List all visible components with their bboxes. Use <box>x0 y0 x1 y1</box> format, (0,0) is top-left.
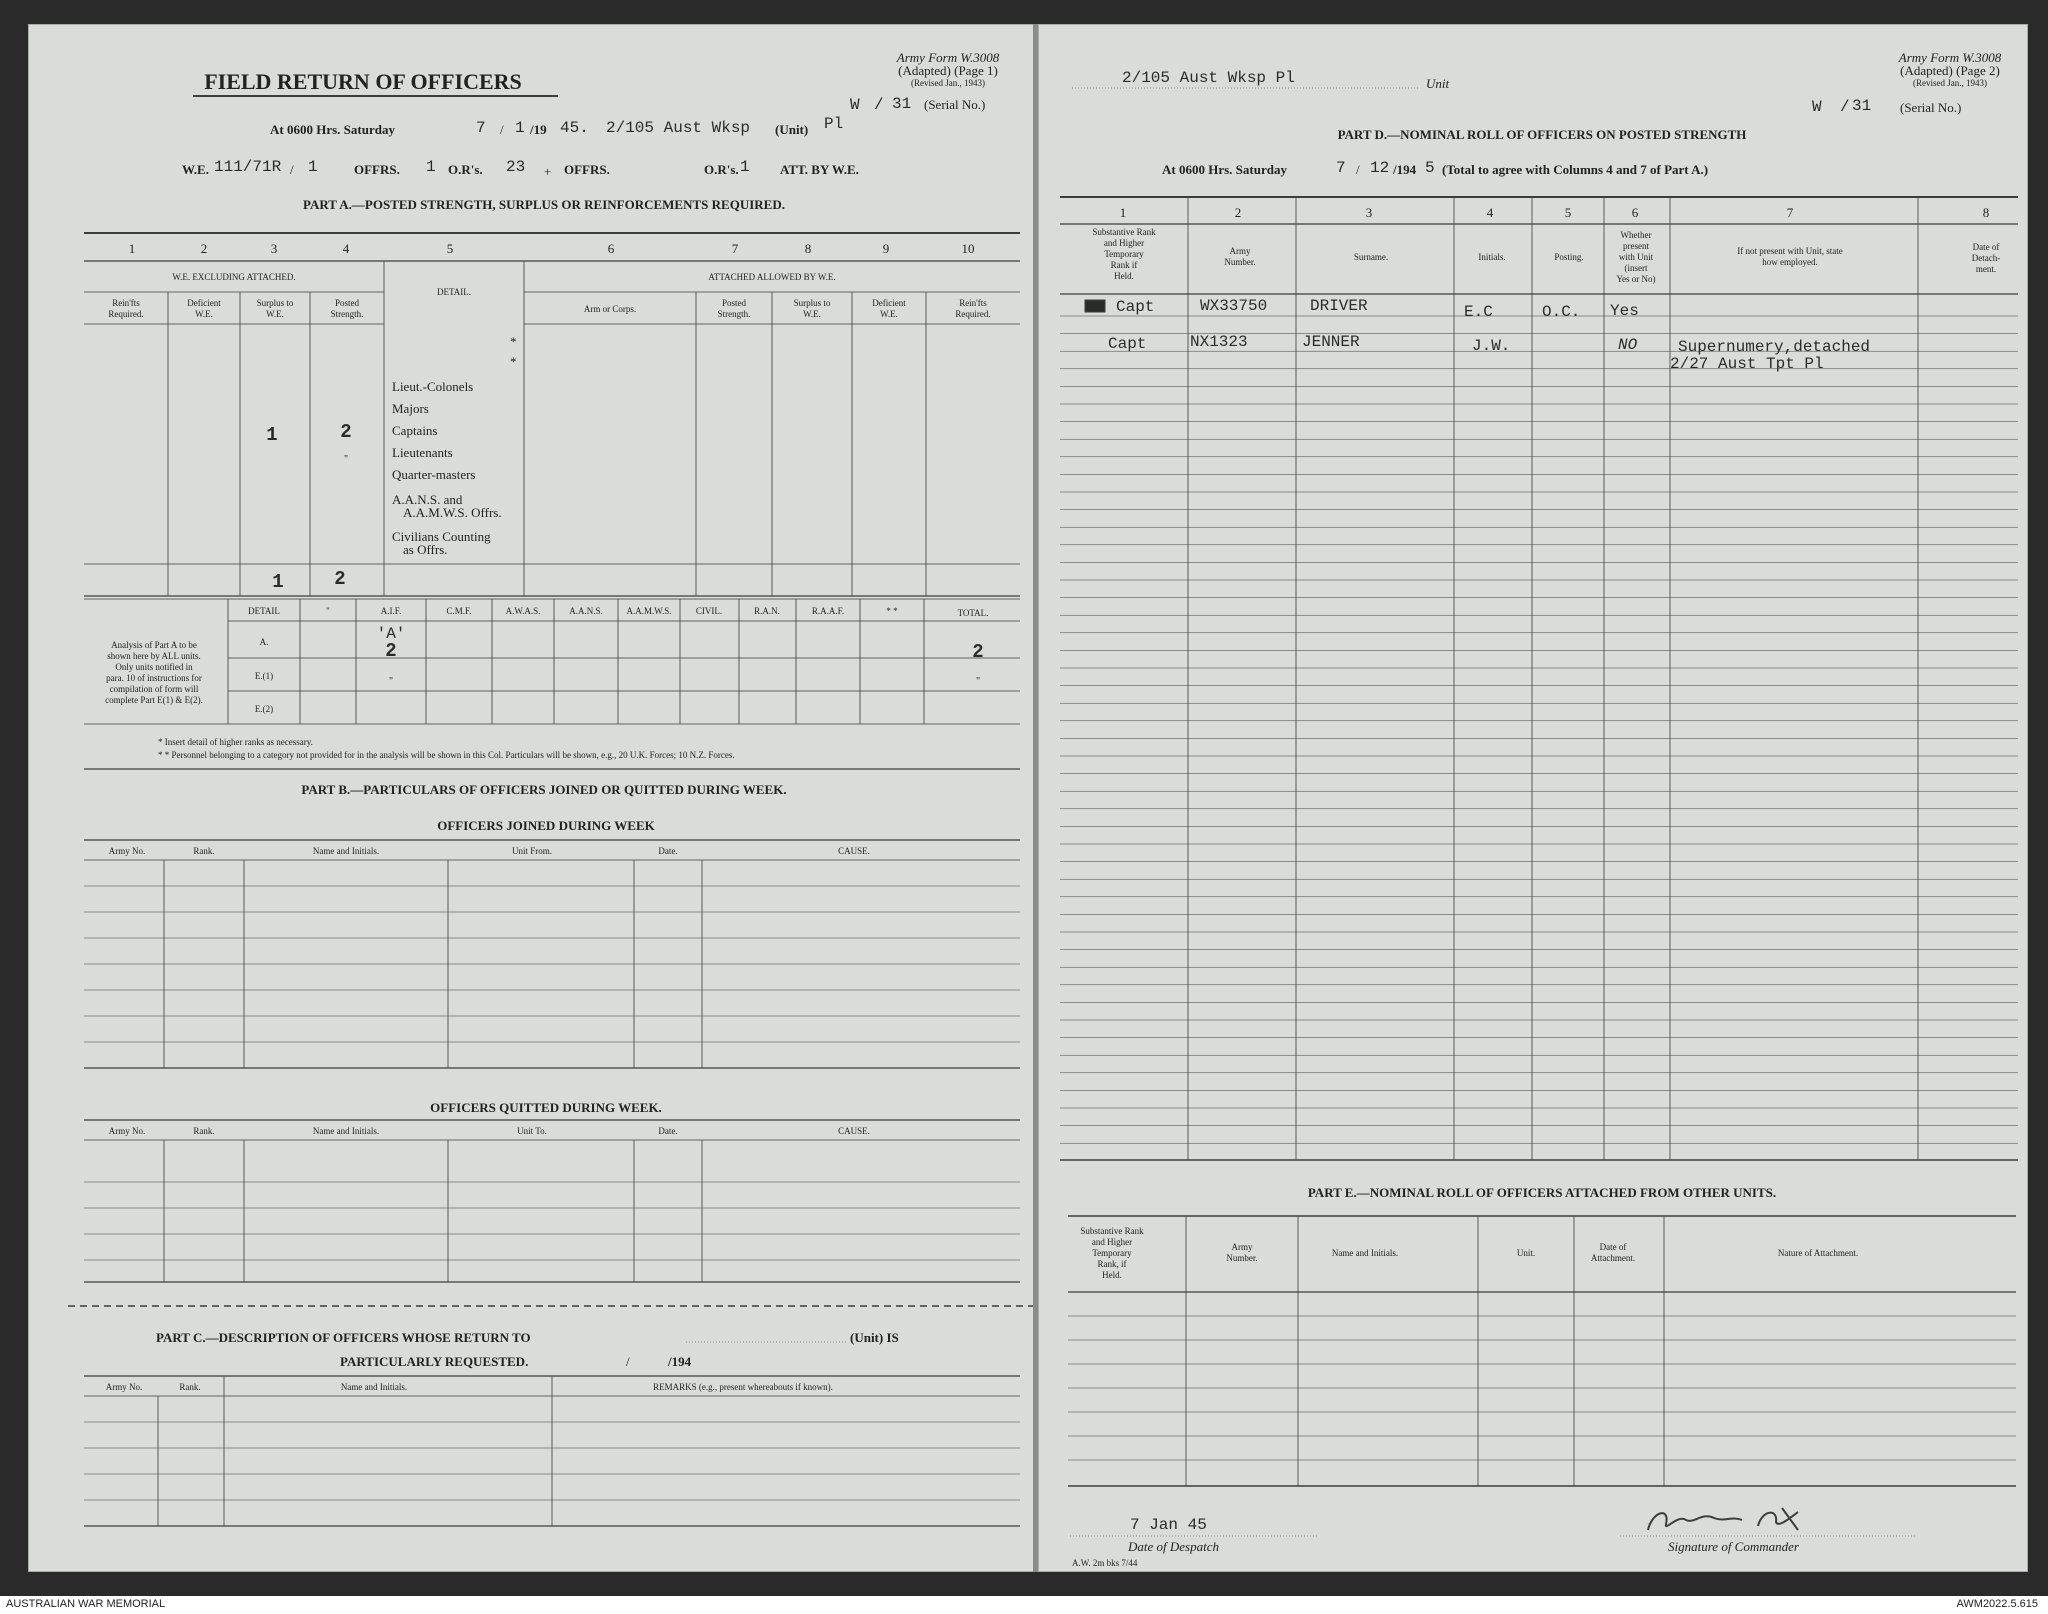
we-excluding-attached: W.E. EXCLUDING ATTACHED. <box>172 272 296 282</box>
svg-text:with Unit: with Unit <box>1618 252 1654 262</box>
at-line-unit-suffix: Pl <box>824 115 844 133</box>
svg-text:para. 10 of instructions for: para. 10 of instructions for <box>106 673 202 683</box>
svg-text:A.A.M.W.S. Offrs.: A.A.M.W.S. Offrs. <box>403 505 502 520</box>
svg-text:9: 9 <box>882 241 890 256</box>
svg-text:Posted: Posted <box>334 298 360 308</box>
svg-text:Date.: Date. <box>658 846 678 856</box>
svg-text:Rein'fts: Rein'fts <box>959 298 987 308</box>
unit-label: Unit <box>1426 76 1450 91</box>
svg-text:Only units notified in: Only units notified in <box>115 662 193 672</box>
svg-text:Name and Initials.: Name and Initials. <box>1331 1248 1399 1258</box>
svg-text:and Higher: and Higher <box>1103 238 1145 248</box>
svg-text:Date of: Date of <box>1599 1242 1627 1252</box>
part-e-title: PART E.—NOMINAL ROLL OF OFFICERS ATTACHED FROM OTHER UNITS. <box>1307 1185 1777 1200</box>
adapted-label: (Adapted) (Page 2) <box>1900 63 2000 78</box>
serial-label: (Serial No.) <box>1900 100 1962 115</box>
svg-text:Majors: Majors <box>392 401 429 416</box>
svg-text:shown here by ALL units.: shown here by ALL units. <box>107 651 201 661</box>
row1-number: WX33750 <box>1200 297 1268 315</box>
svg-text:4: 4 <box>342 241 350 256</box>
at-line-day: 7 <box>476 119 486 137</box>
despatch-label: Date of Despatch <box>1128 1539 1219 1554</box>
svg-text:Name and Initials.: Name and Initials. <box>312 846 380 856</box>
total-surplus: 1 <box>272 571 284 593</box>
svg-text:Unit.: Unit. <box>1516 1248 1536 1258</box>
svg-text:1: 1 <box>128 241 136 256</box>
commander-signature <box>1646 1508 1798 1530</box>
svg-text:Surname.: Surname. <box>1353 252 1389 262</box>
svg-text:Rank.: Rank. <box>179 1382 201 1392</box>
svg-text:Required.: Required. <box>955 309 991 319</box>
detail-header: DETAIL. <box>436 287 472 297</box>
att-by-we: ATT. BY W.E. <box>780 162 859 177</box>
row2-employed-line2: 2/27 Aust Tpt Pl <box>1670 355 1824 373</box>
svg-text:6: 6 <box>1631 205 1639 220</box>
at-line-month: 1 <box>515 119 525 137</box>
total-posted: 2 <box>334 568 346 590</box>
total-e1-ditto: " <box>975 676 981 687</box>
footnote-1: * Insert detail of higher ranks as necessary. <box>158 737 313 747</box>
svg-text:Name and Initials.: Name and Initials. <box>340 1382 408 1392</box>
at-line-prefix: At 0600 Hrs. Saturday <box>270 122 395 137</box>
row2-present: NO <box>1618 336 1638 354</box>
part-d-month: 12 <box>1370 159 1390 177</box>
svg-text:CAUSE.: CAUSE. <box>838 1126 870 1136</box>
part-d-headers <box>1092 227 2000 284</box>
svg-text:A.A.N.S.: A.A.N.S. <box>569 606 603 616</box>
svg-text:3: 3 <box>1365 205 1373 220</box>
svg-text:If not present with Unit, stat: If not present with Unit, state <box>1737 246 1843 256</box>
row1-initials: E.C <box>1464 303 1493 321</box>
joined-headers <box>109 846 870 856</box>
svg-text:Posting.: Posting. <box>1554 252 1584 262</box>
star-mark: * <box>510 334 517 349</box>
svg-text:Rein'fts: Rein'fts <box>112 298 140 308</box>
part-d-row-1 <box>1085 297 1639 321</box>
svg-text:complete Part E(1) & E(2).: complete Part E(1) & E(2). <box>105 695 203 705</box>
svg-text:REMARKS (e.g., present whereab: REMARKS (e.g., present whereabouts if known). <box>653 1382 833 1392</box>
svg-text:Name and Initials.: Name and Initials. <box>312 1126 380 1136</box>
svg-text:Civilians Counting: Civilians Counting <box>392 529 491 544</box>
ors2-label: O.R's. <box>704 162 739 177</box>
offrs2-label: OFFRS. <box>564 162 610 177</box>
signature-label: Signature of Commander <box>1668 1539 1799 1554</box>
part-a-col-numbers <box>129 241 975 256</box>
row1-present: Yes <box>1610 302 1639 320</box>
captains-posted: 2 <box>340 421 352 443</box>
left-page-form <box>28 24 1034 1572</box>
at-line-unit-label: (Unit) <box>775 122 809 137</box>
svg-text:Captains: Captains <box>392 423 438 438</box>
svg-text:5: 5 <box>446 241 454 256</box>
right-page-form <box>1038 24 2028 1572</box>
svg-text:5: 5 <box>1564 205 1572 220</box>
svg-text:Number.: Number. <box>1226 1253 1258 1263</box>
form-title: FIELD RETURN OF OFFICERS <box>204 69 522 94</box>
army-form-label: Army Form W.3008 <box>896 50 1000 65</box>
part-d-row-2 <box>1108 333 1870 373</box>
svg-text:Yes or No): Yes or No) <box>1616 274 1656 284</box>
part-c-title: PART C.—DESCRIPTION OF OFFICERS WHOSE RETURN TO <box>156 1330 531 1345</box>
aif-e1-ditto: " <box>388 676 394 687</box>
revised-label: (Revised Jan., 1943) <box>911 78 985 88</box>
svg-text:W.E.: W.E. <box>266 309 284 319</box>
svg-text:Required.: Required. <box>108 309 144 319</box>
svg-text:Strength.: Strength. <box>330 309 364 319</box>
svg-text:1: 1 <box>1119 205 1127 220</box>
serial-label: (Serial No.) <box>924 97 986 112</box>
svg-text:Deficient: Deficient <box>872 298 906 308</box>
svg-text:": " <box>326 606 330 616</box>
part-c-unit-label: (Unit) IS <box>850 1330 899 1345</box>
part-e-headers <box>1080 1226 1858 1280</box>
part-d-col-numbers <box>1120 205 1990 220</box>
svg-text:A.W.A.S.: A.W.A.S. <box>505 606 541 616</box>
signature-text: G Atmer Capt <box>1646 1524 1652 1525</box>
svg-text:TOTAL.: TOTAL. <box>957 608 989 618</box>
svg-text:Whether: Whether <box>1620 230 1652 240</box>
part-d-year-prefix: /194 <box>1393 162 1417 177</box>
svg-text:Strength.: Strength. <box>717 309 751 319</box>
svg-text:W.E.: W.E. <box>195 309 213 319</box>
part-d-at-prefix: At 0600 Hrs. Saturday <box>1162 162 1287 177</box>
svg-text:Quarter-masters: Quarter-masters <box>392 467 476 482</box>
serial-number: 31 <box>1852 97 1872 115</box>
army-form-label: Army Form W.3008 <box>1898 50 2002 65</box>
aif-a-value: 2 <box>385 640 397 662</box>
svg-text:Rank.: Rank. <box>193 1126 215 1136</box>
we-label: W.E. <box>182 162 209 177</box>
svg-text:Arm or Corps.: Arm or Corps. <box>583 304 637 314</box>
svg-text:Deficient: Deficient <box>187 298 221 308</box>
svg-text:CIVIL.: CIVIL. <box>695 606 723 616</box>
row2-rank: Capt <box>1108 335 1147 353</box>
svg-text:Held.: Held. <box>1114 271 1134 281</box>
quitted-grid <box>84 1140 1020 1282</box>
captains-surplus: 1 <box>266 424 278 446</box>
part-e-grid <box>1068 1216 2016 1486</box>
svg-text:as Offrs.: as Offrs. <box>403 542 448 557</box>
svg-text:Number.: Number. <box>1224 257 1256 267</box>
svg-text:Army No.: Army No. <box>108 846 146 856</box>
svg-text:A.A.N.S. and: A.A.N.S. and <box>392 492 463 507</box>
part-a-title: PART A.—POSTED STRENGTH, SURPLUS OR REINFORCEMENTS REQUIRED. <box>303 197 785 212</box>
part-d-title: PART D.—NOMINAL ROLL OF OFFICERS ON POSTED STRENGTH <box>1337 127 1747 142</box>
row2-surname: JENNER <box>1302 333 1360 351</box>
despatch-date: 7 Jan 45 <box>1130 1516 1207 1534</box>
svg-text:7: 7 <box>1786 205 1794 220</box>
part-c-requested: PARTICULARLY REQUESTED. <box>340 1354 529 1369</box>
part-c-date-year: /194 <box>668 1354 692 1369</box>
svg-text:Analysis of Part A to be: Analysis of Part A to be <box>111 640 197 650</box>
row1-posting: O.C. <box>1542 303 1581 321</box>
part-c-headers <box>106 1382 833 1392</box>
serial-number: 31 <box>892 95 912 113</box>
svg-text:2: 2 <box>1234 205 1242 220</box>
lieutenants-ditto: " <box>343 454 349 465</box>
svg-text:Rank if: Rank if <box>1110 260 1138 270</box>
joined-grid <box>84 860 1020 1068</box>
svg-text:W.E.: W.E. <box>803 309 821 319</box>
svg-text:Army: Army <box>1231 1242 1253 1252</box>
row2-initials: J.W. <box>1472 337 1511 355</box>
ors-label: O.R's. <box>448 162 483 177</box>
svg-text:C.M.F.: C.M.F. <box>446 606 472 616</box>
svg-text:Rank.: Rank. <box>193 846 215 856</box>
svg-text:R.A.A.F.: R.A.A.F. <box>811 606 845 616</box>
quitted-title: OFFICERS QUITTED DURING WEEK. <box>430 1100 662 1115</box>
serial-separator: / <box>874 96 884 114</box>
rank-list <box>392 379 502 557</box>
svg-text:4: 4 <box>1486 205 1494 220</box>
part-a-subheaders <box>108 298 990 319</box>
svg-text:Surplus to: Surplus to <box>256 298 294 308</box>
we-number: 1 <box>308 158 318 176</box>
svg-text:A.A.M.W.S.: A.A.M.W.S. <box>626 606 672 616</box>
svg-text:compilation of form will: compilation of form will <box>109 684 199 694</box>
serial-separator: / <box>1840 98 1850 116</box>
serial-prefix: W <box>1812 98 1822 116</box>
svg-text:Temporary: Temporary <box>1092 1248 1132 1258</box>
svg-text:/: / <box>1356 162 1360 177</box>
row1-rank: Capt <box>1116 298 1155 316</box>
svg-text:Initials.: Initials. <box>1478 252 1506 262</box>
svg-text:Attachment.: Attachment. <box>1590 1253 1636 1263</box>
svg-text:Unit To.: Unit To. <box>517 1126 547 1136</box>
revised-label: (Revised Jan., 1943) <box>1913 78 1987 88</box>
svg-text:Detach-: Detach- <box>1971 253 2001 263</box>
part-d-ruled-lines <box>1060 316 2018 1160</box>
svg-text:Surplus to: Surplus to <box>793 298 831 308</box>
svg-text:6: 6 <box>607 241 615 256</box>
unit-value: 2/105 Aust Wksp Pl <box>1122 69 1295 87</box>
attached-allowed: ATTACHED ALLOWED BY W.E. <box>708 272 836 282</box>
row1-surname: DRIVER <box>1310 297 1368 315</box>
svg-text:DETAIL: DETAIL <box>248 606 280 616</box>
part-d-at-suffix: (Total to agree with Columns 4 and 7 of Part A.) <box>1442 162 1709 177</box>
svg-text:8: 8 <box>1982 205 1990 220</box>
part-b-title: PART B.—PARTICULARS OF OFFICERS JOINED OR QUITTED DURING WEEK. <box>301 782 787 797</box>
svg-text:and Higher: and Higher <box>1091 1237 1133 1247</box>
at-line-year: 45. <box>560 119 589 137</box>
joined-title: OFFICERS JOINED DURING WEEK <box>437 818 655 833</box>
svg-text:Army: Army <box>1229 246 1251 256</box>
row2-number: NX1323 <box>1190 333 1248 351</box>
svg-text:Army No.: Army No. <box>105 1382 143 1392</box>
svg-text:Rank, if: Rank, if <box>1097 1259 1127 1269</box>
svg-text:Substantive Rank: Substantive Rank <box>1080 1226 1144 1236</box>
plus-sign: + <box>544 164 552 179</box>
ors2-value: 1 <box>740 158 750 176</box>
total-a-value: 2 <box>972 641 984 663</box>
row2-employed: Supernumery,detached <box>1678 338 1871 356</box>
analysis-row-a: A. <box>259 637 269 647</box>
quitted-headers <box>109 1126 870 1136</box>
svg-text:8: 8 <box>804 241 812 256</box>
svg-text:Substantive Rank: Substantive Rank <box>1092 227 1156 237</box>
svg-text:present: present <box>1623 241 1649 251</box>
svg-text:how employed.: how employed. <box>1762 257 1818 267</box>
footnote-2: * * Personnel belonging to a category not provided for in the analysis will be shown in this Col. Particulars will be shown, e.g., 20 U.K. Forces; 10 N.Z. Forces. <box>158 750 735 760</box>
right-page <box>1038 24 2028 1572</box>
offrs-value: 1 <box>426 158 436 176</box>
serial-prefix: W <box>850 96 860 114</box>
svg-text:Unit From.: Unit From. <box>511 846 553 856</box>
svg-text:R.A.N.: R.A.N. <box>754 606 780 616</box>
star-mark: * <box>510 354 517 369</box>
part-d-year: 5 <box>1425 159 1435 177</box>
offrs-label: OFFRS. <box>354 162 400 177</box>
svg-text:Posted: Posted <box>721 298 747 308</box>
svg-text:/: / <box>500 122 504 137</box>
svg-text:A.I.F.: A.I.F. <box>380 606 402 616</box>
svg-text:ment.: ment. <box>1975 264 1997 274</box>
svg-text:Held.: Held. <box>1102 1270 1122 1280</box>
svg-text:(insert: (insert <box>1624 263 1648 273</box>
part-c-date-sep: / <box>626 1354 630 1369</box>
svg-text:Lieut.-Colonels: Lieut.-Colonels <box>392 379 474 394</box>
footer-strip <box>0 1596 2048 1614</box>
svg-text:* *: * * <box>886 606 898 616</box>
svg-text:W.E.: W.E. <box>880 309 898 319</box>
svg-text:7: 7 <box>731 241 739 256</box>
analysis-row-e2: E.(2) <box>254 704 274 714</box>
printer-mark: A.W. 2m bks 7/44 <box>1072 1558 1138 1568</box>
archive-credit: AUSTRALIAN WAR MEMORIAL <box>6 1598 166 1610</box>
svg-text:2: 2 <box>200 241 208 256</box>
adapted-label: (Adapted) (Page 1) <box>898 63 998 78</box>
accession-number: AWM2022.5.615 <box>1956 1598 2038 1610</box>
svg-text:10: 10 <box>961 241 975 256</box>
svg-text:3: 3 <box>270 241 278 256</box>
at-line-unit: 2/105 Aust Wksp <box>606 119 751 137</box>
svg-text:Temporary: Temporary <box>1104 249 1144 259</box>
ors-value: 23 <box>506 158 526 176</box>
aif-mark: 'A' <box>376 625 406 643</box>
analysis-note <box>105 640 203 705</box>
at-line-year-prefix: /19 <box>530 122 547 137</box>
part-d-day: 7 <box>1336 159 1346 177</box>
svg-text:Army No.: Army No. <box>108 1126 146 1136</box>
we-separator: / <box>290 162 294 177</box>
analysis-row-e1: E.(1) <box>254 671 274 681</box>
svg-text:Nature of Attachment.: Nature of Attachment. <box>1777 1248 1859 1258</box>
we-value: 111/71R <box>214 158 282 176</box>
svg-text:CAUSE.: CAUSE. <box>838 846 870 856</box>
left-page <box>28 24 1034 1572</box>
svg-text:Date of: Date of <box>1972 242 2000 252</box>
part-c-grid <box>84 1376 1020 1526</box>
svg-text:Lieutenants: Lieutenants <box>392 445 453 460</box>
svg-text:Date.: Date. <box>658 1126 678 1136</box>
